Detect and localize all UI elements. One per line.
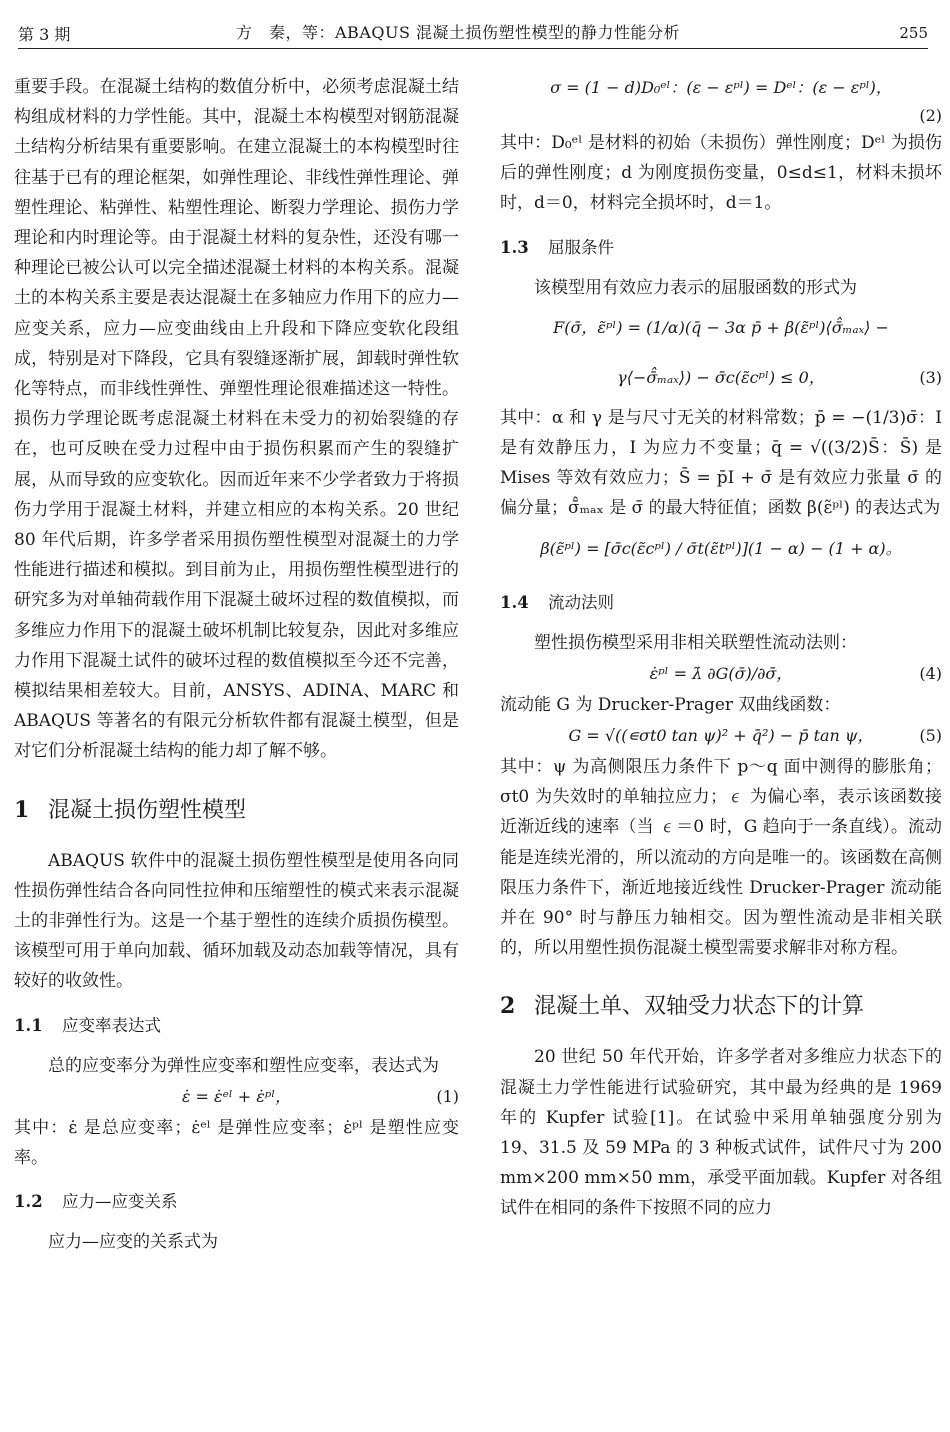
paragraph: ABAQUS 软件中的混凝土损伤塑性模型是使用各向同性损伤弹性结合各向同性拉伸和压缩塑性的模式来表示混凝土的非弹性行为。这是一个基于塑性的连续介质损伤模型。该模型可用于单向加载、循环加载及动态加载等情况，具有较好的收敛性。 (14, 850, 459, 992)
section-number: 1 (14, 796, 30, 823)
equation-4 (500, 658, 942, 690)
equation-number: (1) (436, 1086, 459, 1106)
subsection-title: 应力—应变关系 (62, 1192, 178, 1212)
subsection-1-3-heading (500, 233, 942, 263)
equation-3-line-2 (500, 353, 942, 403)
section-number: 2 (500, 993, 516, 1020)
section-1-heading (14, 793, 459, 828)
equation-beta (500, 524, 942, 574)
subsection-title: 应变率表达式 (62, 1015, 161, 1035)
equation-body: G = √((∊σt0 tan ψ)² + q̄²) − p̄ tan ψ， (568, 726, 874, 746)
paragraph: 该模型用有效应力表示的屈服函数的形式为 (534, 277, 857, 298)
subsection-number: 1.4 (500, 592, 529, 612)
subsection-number: 1.2 (14, 1192, 43, 1212)
paragraph: 塑性损伤模型采用非相关联塑性流动法则： (534, 632, 857, 653)
equation-number: (3) (919, 367, 942, 387)
equation-number: (4) (919, 663, 942, 683)
subsection-title: 屈服条件 (548, 237, 614, 257)
subsection-title: 流动法则 (548, 592, 614, 612)
section-title: 混凝土损伤塑性模型 (48, 797, 247, 823)
subsection-1-2-heading (14, 1187, 459, 1217)
equation-body: γ⟨−σ̄̂ₘₐₓ⟩) − σ̄c(ε̃cᵖˡ) ≤ 0， (617, 367, 825, 387)
equation-2-number-line (500, 104, 942, 128)
equation-body: F(σ̄，ε̃ᵖˡ) = (1/α)(q̄ − 3α p̄ + β(ε̃ᵖˡ)⟨σ̄̂ₘₐₓ⟩ − (553, 317, 889, 337)
paragraph: 应力—应变的关系式为 (48, 1232, 218, 1253)
equation-body: ε̇ᵖˡ = λ̇ ∂G(σ̄)/∂σ̄， (649, 663, 793, 683)
intro-paragraph: 重要手段。在混凝土结构的数值分析中，必须考虑混凝土结构组成材料的力学性能。其中，混凝土本构模型对钢筋混凝土结构分析结果有重要影响。在建立混凝土的本构模型时往往基于已有的理论框架，如弹性理论、非线性弹性理论、弹塑性理论、粘弹性、粘塑性理论、断裂力学理论、损伤力学理论和内时理论等。由于混凝土材料的复杂性，还没有哪一种理论已被公认可以完全描述混凝土材料的本构关系。混凝土的本构关系主要是表达混凝土在多轴应力作用下的应力—应变关系，应力—应变曲线由上升段和下降应变软化段组成，特别是对下降段，它具有裂缝逐渐扩展，卸载时弹性软化等特点，而非线性弹性、弹塑性理论很难描述这一特性。损伤力学理论既考虑混凝土材料在未受力的初始裂缝的存在，也可反映在受力过程中由于损伤积累而产生的裂缝扩展，从而导致的应变软化。因而近年来不少学者致力于将损伤力学用于混凝土材料，并建立相应的本构关系。20 世纪 80 年代后期，许多学者采用损伤塑性模型对混凝土的力学性能进行描述和模拟。到目前为止，用损伤塑性模型进行的研究多为对单轴荷载作用下混凝土破坏过程的数值模拟，而多维应力作用下的混凝土破坏机制比较复杂，因此对多维应力作用下混凝土试件的破坏过程的数值模拟至今还不完善，模拟结果相差较大。目前，ANSYS、ADINA、MARC 和 ABAQUS 等著名的有限元分析软件都有混凝土模型，但是对它们分析混凝土结构的能力却了解不够。 (14, 77, 459, 762)
running-header (18, 18, 928, 49)
subsection-1-4-heading (500, 588, 942, 618)
paragraph: 其中：ε̇ 是总应变率；ε̇ᵉˡ 是弹性应变率；ε̇ᵖˡ 是塑性应变率。 (14, 1117, 459, 1169)
equation-5 (500, 720, 942, 752)
section-2-heading (500, 989, 942, 1024)
equation-body: σ = (1 − d)D₀ᵉˡ：(ε − εᵖˡ) = Dᵉˡ：(ε − εᵖˡ)， (550, 78, 892, 97)
equation-number: (5) (919, 726, 942, 746)
paragraph: 20 世纪 50 年代开始，许多学者对多维应力状态下的混凝土力学性能进行试验研究，其中最为经典的是 1969 年的 Kupfer 试验[1]。在试验中采用单轴强度分别为 19、31.5 及 59 MPa 的 3 种板式试件，试件尺寸为 200 mm×200 mm×50 mm，承受平面加载。Kupfer 对各组试件在相同的条件下按照不同的应力 (500, 1047, 942, 1219)
paragraph: 其中：D₀ᵉˡ 是材料的初始（未损伤）弹性刚度；Dᵉˡ 为损伤后的弹性刚度；d 为刚度损伤变量，0≤d≤1，材料未损坏时，d＝0，材料完全损坏时，d＝1。 (500, 133, 942, 214)
paragraph: 总的应变率分为弹性应变率和塑性应变率，表达式为 (48, 1055, 439, 1076)
issue-label: 第 3 期 (18, 25, 71, 44)
right-column (500, 72, 942, 1224)
equation-body: ε̇ = ε̇ᵉˡ + ε̇ᵖˡ， (181, 1086, 292, 1106)
equation-3-line-1 (500, 303, 942, 353)
left-column (14, 72, 459, 1258)
section-title: 混凝土单、双轴受力状态下的计算 (534, 994, 865, 1020)
equation-1 (14, 1081, 459, 1113)
subsection-number: 1.3 (500, 237, 529, 257)
equation-body: β(ε̃ᵖˡ) = [σ̄c(ε̃cᵖˡ) / σ̄t(ε̃tᵖˡ)](1 − α) − (1 + α)。 (540, 538, 902, 558)
equation-number: (2) (919, 106, 942, 125)
subsection-1-1-heading (14, 1011, 459, 1041)
running-title: 方 秦，等：ABAQUS 混凝土损伤塑性模型的静力性能分析 (236, 23, 681, 42)
equation-2 (500, 72, 942, 104)
paragraph: 流动能 G 为 Drucker-Prager 双曲线函数： (500, 694, 841, 715)
paragraph: 其中：ψ 为高侧限压力条件下 p～q 面中测得的膨胀角；σt0 为失效时的单轴拉应力；∊ 为偏心率，表示该函数接近渐近线的速率（当 ∊＝0 时，G 趋向于一条直线）。流动能是连续光滑的，所以流动的方向是唯一的。该函数在高侧限压力条件下，渐近地接近线性 Drucker-Prager 流动能并在 90° 时与静压力轴相交。因为塑性流动是非相关联的，所以用塑性损伤混凝土模型需要求解非对称方程。 (500, 757, 942, 959)
paragraph: 其中：α 和 γ 是与尺寸无关的材料常数；p̄ = −(1/3)σ̄：I 是有效静压力，I 为应力不变量；q̄ = √((3/2)S̄：S̄) 是 Mises 等效有效应力；S̄ = p̄I + σ̄ 是有效应力张量 σ̄ 的偏分量；σ̄̂ₘₐₓ 是 σ̄ 的最大特征值；函数 β(ε̃ᵖˡ) 的表达式为 (500, 407, 942, 519)
page-number: 255 (899, 24, 928, 42)
subsection-number: 1.1 (14, 1015, 43, 1035)
